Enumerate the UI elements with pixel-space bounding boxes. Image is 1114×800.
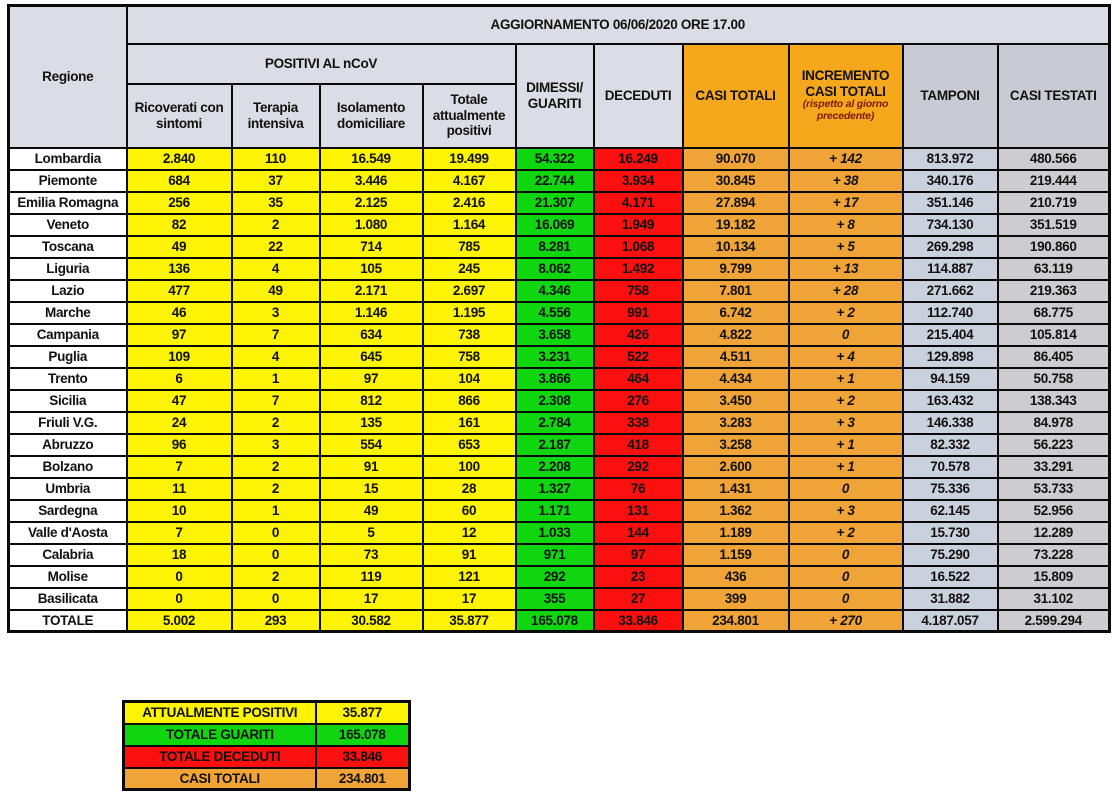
cell-terapia: 2 xyxy=(232,412,320,434)
cell-ricoverati: 684 xyxy=(127,170,232,192)
table-row xyxy=(9,236,1110,258)
cell-tamponi: 112.740 xyxy=(903,302,998,324)
cell-incremento: + 3 xyxy=(789,412,903,434)
region-name: Emilia Romagna xyxy=(9,192,127,214)
cell-totale-positivi: 35.877 xyxy=(423,610,516,632)
cell-deceduti: 76 xyxy=(594,478,683,500)
cell-isolamento: 30.582 xyxy=(320,610,423,632)
col-header-ricoverati: Ricoverati con sintomi xyxy=(127,84,232,148)
cell-deceduti: 1.492 xyxy=(594,258,683,280)
table-row xyxy=(9,390,1110,412)
region-name: Veneto xyxy=(9,214,127,236)
cell-guariti: 3.658 xyxy=(516,324,594,346)
cell-casi-totali: 10.134 xyxy=(683,236,789,258)
cell-casi-totali: 4.511 xyxy=(683,346,789,368)
region-name: Molise xyxy=(9,566,127,588)
cell-casi-totali: 3.450 xyxy=(683,390,789,412)
cell-guariti: 8.281 xyxy=(516,236,594,258)
cell-guariti: 2.187 xyxy=(516,434,594,456)
cell-guariti: 292 xyxy=(516,566,594,588)
cell-ricoverati: 477 xyxy=(127,280,232,302)
cell-isolamento: 645 xyxy=(320,346,423,368)
cell-guariti: 22.744 xyxy=(516,170,594,192)
col-header-casi-totali: CASI TOTALI xyxy=(683,44,789,148)
cell-terapia: 0 xyxy=(232,522,320,544)
cell-terapia: 22 xyxy=(232,236,320,258)
cell-deceduti: 522 xyxy=(594,346,683,368)
table-row xyxy=(9,280,1110,302)
cell-isolamento: 49 xyxy=(320,500,423,522)
cell-ricoverati: 256 xyxy=(127,192,232,214)
region-name: Trento xyxy=(9,368,127,390)
region-name: Toscana xyxy=(9,236,127,258)
cell-casi-testati: 63.119 xyxy=(998,258,1110,280)
update-title: AGGIORNAMENTO 06/06/2020 ORE 17.00 xyxy=(127,6,1110,44)
cell-guariti: 3.231 xyxy=(516,346,594,368)
cell-terapia: 0 xyxy=(232,588,320,610)
cell-tamponi: 215.404 xyxy=(903,324,998,346)
cell-casi-totali: 399 xyxy=(683,588,789,610)
table-row xyxy=(9,324,1110,346)
col-group-positivi: POSITIVI AL nCoV xyxy=(127,44,516,84)
cell-casi-totali: 3.283 xyxy=(683,412,789,434)
cell-deceduti: 4.171 xyxy=(594,192,683,214)
cell-incremento: + 2 xyxy=(789,390,903,412)
cell-casi-testati: 219.444 xyxy=(998,170,1110,192)
cell-ricoverati: 82 xyxy=(127,214,232,236)
cell-guariti: 2.784 xyxy=(516,412,594,434)
region-name: Basilicata xyxy=(9,588,127,610)
region-name: Valle d'Aosta xyxy=(9,522,127,544)
cell-guariti: 165.078 xyxy=(516,610,594,632)
summary-table xyxy=(122,700,411,791)
cell-casi-totali: 1.189 xyxy=(683,522,789,544)
cell-ricoverati: 97 xyxy=(127,324,232,346)
totale-row xyxy=(9,610,1110,632)
cell-ricoverati: 2.840 xyxy=(127,148,232,170)
cell-totale-positivi: 2.697 xyxy=(423,280,516,302)
cell-casi-testati: 73.228 xyxy=(998,544,1110,566)
cell-deceduti: 338 xyxy=(594,412,683,434)
cell-casi-testati: 84.978 xyxy=(998,412,1110,434)
summary-tbody xyxy=(124,702,410,790)
summary-value: 234.801 xyxy=(316,768,410,790)
cell-tamponi: 129.898 xyxy=(903,346,998,368)
cell-totale-positivi: 4.167 xyxy=(423,170,516,192)
cell-totale-positivi: 785 xyxy=(423,236,516,258)
col-header-terapia-intensiva: Terapia intensiva xyxy=(232,84,320,148)
cell-casi-totali: 4.822 xyxy=(683,324,789,346)
col-header-tamponi: TAMPONI xyxy=(903,44,998,148)
region-name: Marche xyxy=(9,302,127,324)
cell-isolamento: 1.146 xyxy=(320,302,423,324)
cell-totale-positivi: 121 xyxy=(423,566,516,588)
cell-tamponi: 146.338 xyxy=(903,412,998,434)
cell-ricoverati: 46 xyxy=(127,302,232,324)
cell-incremento: + 8 xyxy=(789,214,903,236)
cell-terapia: 2 xyxy=(232,456,320,478)
cell-deceduti: 292 xyxy=(594,456,683,478)
cell-incremento: + 4 xyxy=(789,346,903,368)
cell-tamponi: 269.298 xyxy=(903,236,998,258)
cell-terapia: 110 xyxy=(232,148,320,170)
cell-casi-testati: 138.343 xyxy=(998,390,1110,412)
cell-tamponi: 82.332 xyxy=(903,434,998,456)
region-name: Bolzano xyxy=(9,456,127,478)
cell-guariti: 1.327 xyxy=(516,478,594,500)
cell-guariti: 16.069 xyxy=(516,214,594,236)
cell-totale-positivi: 738 xyxy=(423,324,516,346)
cell-deceduti: 144 xyxy=(594,522,683,544)
cell-incremento: + 270 xyxy=(789,610,903,632)
table-row xyxy=(9,148,1110,170)
summary-value: 33.846 xyxy=(316,746,410,768)
cell-isolamento: 3.446 xyxy=(320,170,423,192)
cell-totale-positivi: 866 xyxy=(423,390,516,412)
cell-totale-positivi: 100 xyxy=(423,456,516,478)
cell-totale-positivi: 91 xyxy=(423,544,516,566)
cell-incremento: + 3 xyxy=(789,500,903,522)
cell-guariti: 3.866 xyxy=(516,368,594,390)
cell-casi-testati: 2.599.294 xyxy=(998,610,1110,632)
table-row xyxy=(9,302,1110,324)
cell-deceduti: 33.846 xyxy=(594,610,683,632)
cell-isolamento: 97 xyxy=(320,368,423,390)
cell-casi-totali: 90.070 xyxy=(683,148,789,170)
table-row xyxy=(9,170,1110,192)
cell-tamponi: 163.432 xyxy=(903,390,998,412)
region-name: Liguria xyxy=(9,258,127,280)
cell-ricoverati: 7 xyxy=(127,456,232,478)
cell-ricoverati: 0 xyxy=(127,566,232,588)
cell-incremento: 0 xyxy=(789,566,903,588)
cell-incremento: + 1 xyxy=(789,368,903,390)
cell-terapia: 35 xyxy=(232,192,320,214)
cell-ricoverati: 6 xyxy=(127,368,232,390)
cell-terapia: 0 xyxy=(232,544,320,566)
region-name: Lombardia xyxy=(9,148,127,170)
cell-ricoverati: 0 xyxy=(127,588,232,610)
cell-terapia: 1 xyxy=(232,500,320,522)
cell-deceduti: 27 xyxy=(594,588,683,610)
col-header-totale-positivi: Totale attualmente positivi xyxy=(423,84,516,148)
cell-totale-positivi: 653 xyxy=(423,434,516,456)
cell-totale-positivi: 12 xyxy=(423,522,516,544)
table-row xyxy=(9,368,1110,390)
region-name: Sicilia xyxy=(9,390,127,412)
cell-casi-totali: 30.845 xyxy=(683,170,789,192)
cell-casi-totali: 7.801 xyxy=(683,280,789,302)
region-name: Sardegna xyxy=(9,500,127,522)
cell-guariti: 4.556 xyxy=(516,302,594,324)
cell-tamponi: 75.336 xyxy=(903,478,998,500)
cell-casi-testati: 31.102 xyxy=(998,588,1110,610)
cell-deceduti: 276 xyxy=(594,390,683,412)
table-row xyxy=(9,456,1110,478)
cell-casi-totali: 3.258 xyxy=(683,434,789,456)
covid-regions-table xyxy=(7,4,1111,633)
cell-casi-testati: 219.363 xyxy=(998,280,1110,302)
cell-ricoverati: 24 xyxy=(127,412,232,434)
cell-casi-testati: 52.956 xyxy=(998,500,1110,522)
cell-ricoverati: 7 xyxy=(127,522,232,544)
col-header-deceduti: DECEDUTI xyxy=(594,44,683,148)
table-row xyxy=(9,566,1110,588)
cell-guariti: 2.308 xyxy=(516,390,594,412)
cell-deceduti: 23 xyxy=(594,566,683,588)
cell-guariti: 21.307 xyxy=(516,192,594,214)
table-row xyxy=(9,258,1110,280)
cell-totale-positivi: 245 xyxy=(423,258,516,280)
cell-isolamento: 714 xyxy=(320,236,423,258)
cell-guariti: 4.346 xyxy=(516,280,594,302)
cell-isolamento: 17 xyxy=(320,588,423,610)
cell-ricoverati: 10 xyxy=(127,500,232,522)
cell-deceduti: 464 xyxy=(594,368,683,390)
cell-incremento: + 1 xyxy=(789,456,903,478)
cell-terapia: 37 xyxy=(232,170,320,192)
cell-casi-testati: 68.775 xyxy=(998,302,1110,324)
cell-ricoverati: 136 xyxy=(127,258,232,280)
cell-incremento: 0 xyxy=(789,588,903,610)
cell-deceduti: 16.249 xyxy=(594,148,683,170)
cell-isolamento: 5 xyxy=(320,522,423,544)
cell-guariti: 54.322 xyxy=(516,148,594,170)
cell-incremento: 0 xyxy=(789,324,903,346)
cell-casi-testati: 56.223 xyxy=(998,434,1110,456)
region-name: Puglia xyxy=(9,346,127,368)
cell-isolamento: 2.125 xyxy=(320,192,423,214)
cell-totale-positivi: 2.416 xyxy=(423,192,516,214)
cell-terapia: 293 xyxy=(232,610,320,632)
cell-ricoverati: 18 xyxy=(127,544,232,566)
cell-tamponi: 16.522 xyxy=(903,566,998,588)
cell-isolamento: 634 xyxy=(320,324,423,346)
cell-terapia: 2 xyxy=(232,478,320,500)
cell-tamponi: 70.578 xyxy=(903,456,998,478)
cell-totale-positivi: 28 xyxy=(423,478,516,500)
cell-casi-testati: 351.519 xyxy=(998,214,1110,236)
col-header-dimessi-guariti: DIMESSI/ GUARITI xyxy=(516,44,594,148)
col-header-casi-testati: CASI TESTATI xyxy=(998,44,1110,148)
cell-totale-positivi: 758 xyxy=(423,346,516,368)
cell-totale-positivi: 104 xyxy=(423,368,516,390)
cell-tamponi: 62.145 xyxy=(903,500,998,522)
cell-terapia: 7 xyxy=(232,390,320,412)
cell-isolamento: 105 xyxy=(320,258,423,280)
cell-ricoverati: 11 xyxy=(127,478,232,500)
cell-deceduti: 991 xyxy=(594,302,683,324)
cell-totale-positivi: 161 xyxy=(423,412,516,434)
summary-label: CASI TOTALI xyxy=(124,768,316,790)
cell-incremento: + 1 xyxy=(789,434,903,456)
cell-deceduti: 426 xyxy=(594,324,683,346)
cell-tamponi: 351.146 xyxy=(903,192,998,214)
cell-casi-testati: 105.814 xyxy=(998,324,1110,346)
cell-casi-totali: 1.362 xyxy=(683,500,789,522)
cell-casi-totali: 234.801 xyxy=(683,610,789,632)
table-row xyxy=(9,346,1110,368)
region-name: Lazio xyxy=(9,280,127,302)
cell-tamponi: 75.290 xyxy=(903,544,998,566)
cell-casi-totali: 4.434 xyxy=(683,368,789,390)
cell-isolamento: 16.549 xyxy=(320,148,423,170)
cell-casi-testati: 480.566 xyxy=(998,148,1110,170)
cell-isolamento: 135 xyxy=(320,412,423,434)
cell-guariti: 355 xyxy=(516,588,594,610)
region-name: Calabria xyxy=(9,544,127,566)
cell-casi-totali: 436 xyxy=(683,566,789,588)
cell-isolamento: 812 xyxy=(320,390,423,412)
cell-ricoverati: 109 xyxy=(127,346,232,368)
cell-totale-positivi: 1.164 xyxy=(423,214,516,236)
cell-terapia: 4 xyxy=(232,258,320,280)
cell-incremento: 0 xyxy=(789,478,903,500)
summary-label: TOTALE DECEDUTI xyxy=(124,746,316,768)
cell-terapia: 3 xyxy=(232,302,320,324)
cell-casi-totali: 1.159 xyxy=(683,544,789,566)
cell-tamponi: 734.130 xyxy=(903,214,998,236)
cell-casi-totali: 19.182 xyxy=(683,214,789,236)
summary-label: ATTUALMENTE POSITIVI xyxy=(124,702,316,724)
cell-incremento: + 2 xyxy=(789,522,903,544)
region-name: Piemonte xyxy=(9,170,127,192)
cell-tamponi: 94.159 xyxy=(903,368,998,390)
summary-value: 35.877 xyxy=(316,702,410,724)
table-row xyxy=(9,500,1110,522)
incremento-note: (rispetto al giorno precedente) xyxy=(802,98,889,123)
cell-incremento: + 17 xyxy=(789,192,903,214)
table-row xyxy=(9,214,1110,236)
cell-casi-testati: 33.291 xyxy=(998,456,1110,478)
incremento-label: INCREMENTO CASI TOTALI xyxy=(801,68,890,99)
cell-casi-totali: 1.431 xyxy=(683,478,789,500)
cell-tamponi: 340.176 xyxy=(903,170,998,192)
summary-label: TOTALE GUARITI xyxy=(124,724,316,746)
regions-tbody xyxy=(9,148,1110,632)
cell-isolamento: 73 xyxy=(320,544,423,566)
cell-guariti: 2.208 xyxy=(516,456,594,478)
cell-totale-positivi: 60 xyxy=(423,500,516,522)
col-header-regione: Regione xyxy=(9,6,127,148)
cell-casi-testati: 50.758 xyxy=(998,368,1110,390)
cell-casi-testati: 210.719 xyxy=(998,192,1110,214)
table-row xyxy=(9,192,1110,214)
cell-isolamento: 2.171 xyxy=(320,280,423,302)
cell-incremento: + 2 xyxy=(789,302,903,324)
table-row xyxy=(9,588,1110,610)
cell-terapia: 4 xyxy=(232,346,320,368)
table-row xyxy=(9,544,1110,566)
cell-tamponi: 31.882 xyxy=(903,588,998,610)
summary-row xyxy=(124,702,410,724)
cell-tamponi: 15.730 xyxy=(903,522,998,544)
cell-isolamento: 1.080 xyxy=(320,214,423,236)
cell-deceduti: 97 xyxy=(594,544,683,566)
cell-terapia: 1 xyxy=(232,368,320,390)
cell-isolamento: 119 xyxy=(320,566,423,588)
cell-tamponi: 271.662 xyxy=(903,280,998,302)
cell-ricoverati: 96 xyxy=(127,434,232,456)
cell-terapia: 2 xyxy=(232,566,320,588)
cell-guariti: 1.171 xyxy=(516,500,594,522)
cell-casi-testati: 190.860 xyxy=(998,236,1110,258)
cell-terapia: 3 xyxy=(232,434,320,456)
cell-deceduti: 418 xyxy=(594,434,683,456)
cell-terapia: 7 xyxy=(232,324,320,346)
cell-incremento: + 28 xyxy=(789,280,903,302)
cell-terapia: 2 xyxy=(232,214,320,236)
cell-incremento: + 142 xyxy=(789,148,903,170)
col-header-isolamento: Isolamento domiciliare xyxy=(320,84,423,148)
cell-ricoverati: 5.002 xyxy=(127,610,232,632)
cell-casi-testati: 86.405 xyxy=(998,346,1110,368)
cell-tamponi: 813.972 xyxy=(903,148,998,170)
table-row xyxy=(9,522,1110,544)
cell-totale-positivi: 19.499 xyxy=(423,148,516,170)
cell-casi-testati: 15.809 xyxy=(998,566,1110,588)
cell-ricoverati: 49 xyxy=(127,236,232,258)
cell-ricoverati: 47 xyxy=(127,390,232,412)
cell-tamponi: 4.187.057 xyxy=(903,610,998,632)
table-row xyxy=(9,434,1110,456)
table-row xyxy=(9,478,1110,500)
cell-isolamento: 15 xyxy=(320,478,423,500)
cell-deceduti: 3.934 xyxy=(594,170,683,192)
region-name: TOTALE xyxy=(9,610,127,632)
cell-isolamento: 91 xyxy=(320,456,423,478)
cell-incremento: + 38 xyxy=(789,170,903,192)
cell-incremento: + 13 xyxy=(789,258,903,280)
cell-deceduti: 131 xyxy=(594,500,683,522)
region-name: Umbria xyxy=(9,478,127,500)
summary-row xyxy=(124,768,410,790)
cell-deceduti: 758 xyxy=(594,280,683,302)
cell-casi-totali: 2.600 xyxy=(683,456,789,478)
cell-casi-testati: 12.289 xyxy=(998,522,1110,544)
summary-row xyxy=(124,746,410,768)
cell-totale-positivi: 17 xyxy=(423,588,516,610)
cell-casi-totali: 6.742 xyxy=(683,302,789,324)
cell-guariti: 1.033 xyxy=(516,522,594,544)
summary-value: 165.078 xyxy=(316,724,410,746)
cell-casi-totali: 27.894 xyxy=(683,192,789,214)
col-header-incremento xyxy=(789,44,903,148)
cell-incremento: 0 xyxy=(789,544,903,566)
region-name: Campania xyxy=(9,324,127,346)
table-row xyxy=(9,412,1110,434)
cell-deceduti: 1.068 xyxy=(594,236,683,258)
cell-guariti: 8.062 xyxy=(516,258,594,280)
cell-incremento: + 5 xyxy=(789,236,903,258)
cell-terapia: 49 xyxy=(232,280,320,302)
cell-tamponi: 114.887 xyxy=(903,258,998,280)
region-name: Friuli V.G. xyxy=(9,412,127,434)
cell-guariti: 971 xyxy=(516,544,594,566)
cell-casi-testati: 53.733 xyxy=(998,478,1110,500)
cell-isolamento: 554 xyxy=(320,434,423,456)
cell-totale-positivi: 1.195 xyxy=(423,302,516,324)
cell-casi-totali: 9.799 xyxy=(683,258,789,280)
region-name: Abruzzo xyxy=(9,434,127,456)
summary-row xyxy=(124,724,410,746)
cell-deceduti: 1.949 xyxy=(594,214,683,236)
